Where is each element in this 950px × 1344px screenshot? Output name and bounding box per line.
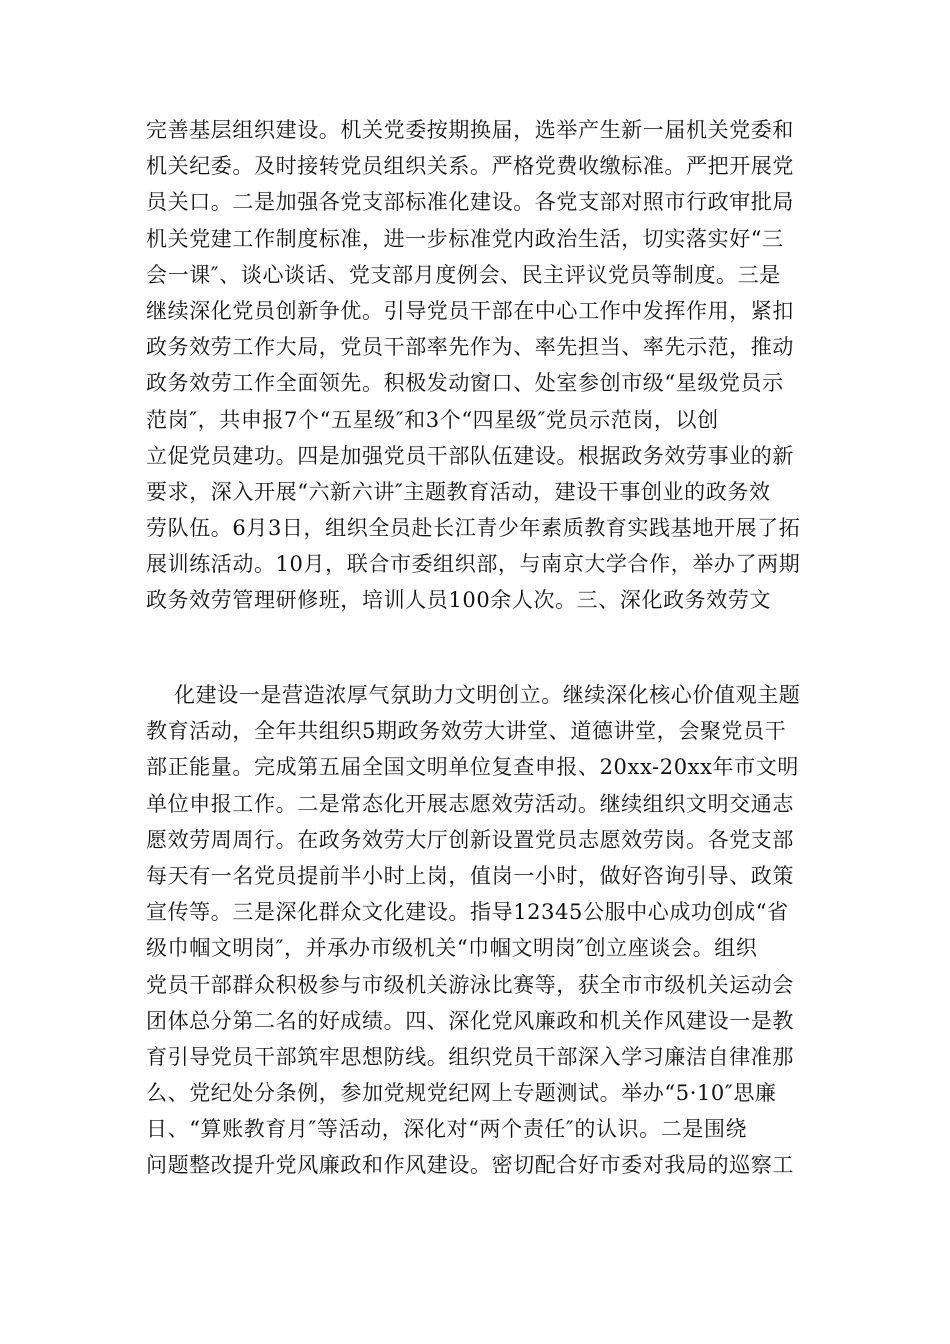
text-line: 单位申报工作。二是常态化开展志愿效劳活动。继续组织文明交通志	[146, 791, 794, 816]
text-line: 团体总分第二名的好成绩。四、深化党风廉政和机关作风建设一是教	[146, 1008, 794, 1033]
text-line: 党员干部群众积极参与市级机关游泳比赛等，获全市市级机关运动会	[146, 972, 794, 997]
text-line: 展训练活动。10月，联合市委组织部，与南京大学合作，举办了两期	[146, 552, 801, 577]
text-line: 问题整改提升党风廉政和作风建设。密切配合好市委对我局的巡察工	[146, 1153, 794, 1178]
text-line: 政务效劳工作全面领先。积极发动窗口、处室参创市级“星级党员示	[146, 371, 784, 396]
text-line: 教育活动，全年共组织5期政务效劳大讲堂、道德讲堂，会聚党员干	[146, 719, 787, 744]
paragraph-2	[146, 677, 806, 1184]
text-line: 政务效劳管理研修班，培训人员100余人次。三、深化政务效劳文	[146, 588, 772, 613]
text-line: 机关纪委。及时接转党员组织关系。严格党费收缴标准。严把开展党	[146, 154, 794, 179]
text-line: 继续深化党员创新争优。引导党员干部在中心工作中发挥作用，紧扣	[146, 298, 794, 323]
text-line: 么、党纪处分条例，参加党规党纪网上专题测试。举办“5·10″思廉	[146, 1081, 777, 1106]
text-line: 机关党建工作制度标准，进一步标准党内政治生活，切实落实好“三	[146, 226, 784, 251]
text-line: 化建设一是营造浓厚气氛助力文明创立。继续深化核心价值观主题	[174, 683, 801, 707]
text-line: 劳队伍。6月3日，组织全员赴长江青少年素质教育实践基地开展了拓	[146, 516, 801, 541]
text-line: 会一课″、谈心谈话、党支部月度例会、民主评议党员等制度。三是	[146, 262, 781, 287]
text-line: 完善基层组织建设。机关党委按期换届，选举产生新一届机关党委和	[146, 118, 794, 142]
text-line: 政务效劳工作大局，党员干部率先作为、率先担当、率先示范，推动	[146, 335, 794, 360]
text-line: 范岗″，共申报7个“五星级″和3个“四星级″党员示范岗，以创	[146, 407, 719, 432]
text-line: 要求，深入开展“六新六讲″主题教育活动，建设干事创业的政务效	[146, 479, 771, 504]
text-line: 愿效劳周周行。在政务效劳大厅创新设置党员志愿效劳岗。各党支部	[146, 827, 794, 852]
text-line: 级巾帼文明岗″，并承办市级机关“巾帼文明岗″创立座谈会。组织	[146, 936, 758, 961]
paragraph-1	[146, 112, 806, 619]
text-line: 每天有一名党员提前半小时上岗，值岗一小时，做好咨询引导、政策	[146, 863, 794, 888]
text-line: 宣传等。三是深化群众文化建设。指导12345公服中心成功创成“省	[146, 900, 789, 925]
text-line: 立促党员建功。四是加强党员干部队伍建设。根据政务效劳事业的新	[146, 443, 794, 468]
text-line: 部正能量。完成第五届全国文明单位复查申报、20xx-20xx年市文明	[146, 755, 799, 780]
text-line: 育引导党员干部筑牢思想防线。组织党员干部深入学习廉洁自律准那	[146, 1044, 794, 1069]
text-line: 日、“算账教育月″等活动，深化对“两个责任″的认识。二是围绕	[146, 1117, 748, 1142]
text-line: 员关口。二是加强各党支部标准化建设。各党支部对照市行政审批局	[146, 190, 794, 215]
